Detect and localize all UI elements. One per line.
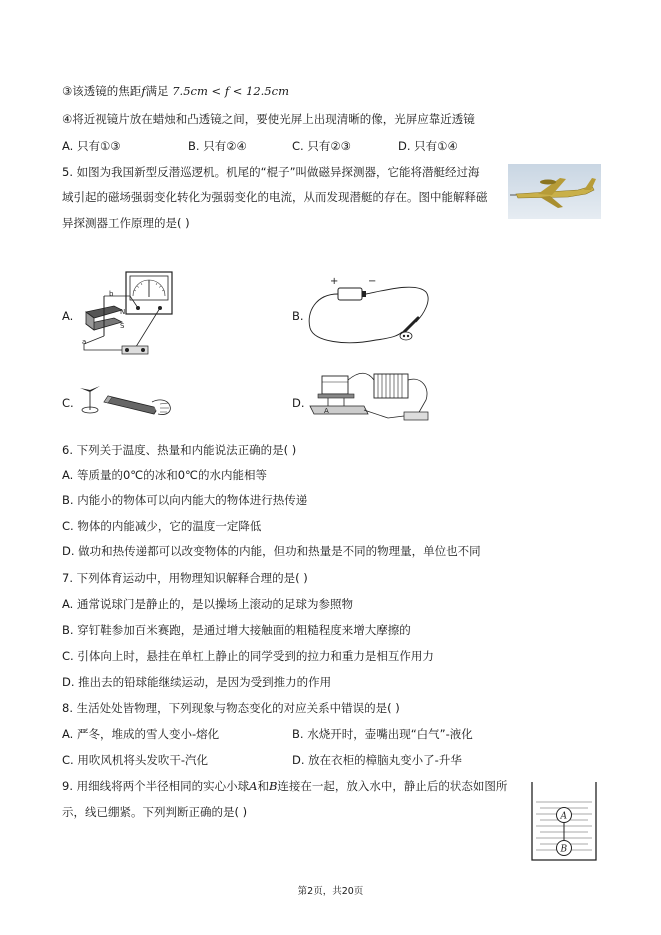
q9-ball-a-var: A — [249, 779, 258, 793]
statement-3-inequality: 7.5cm < f < 12.5cm — [172, 84, 289, 98]
q4-option-a: A. 只有①③ — [62, 139, 121, 153]
statement-3-mid: 满足 — [145, 84, 169, 98]
battery-plus-label: + — [330, 276, 339, 287]
q9-line-1 — [62, 778, 507, 794]
q9-line-1-prefix: 9. 用细线将两个半径相同的实心小球 — [62, 779, 250, 793]
battery-minus-label: − — [368, 276, 377, 287]
q4-option-c: C. 只有②③ — [292, 139, 351, 153]
ball-b-label: B — [560, 844, 568, 855]
ball-a-label: A — [560, 811, 567, 822]
q5-label-b: B. — [292, 309, 304, 323]
magnet-n-label: N — [120, 308, 126, 316]
q5-label-d: D. — [292, 396, 305, 410]
q5-label-a: A. — [62, 309, 74, 323]
q5-line-2: 域引起的磁场强弱变化转化为强弱变化的电流，从而发现潜艇的存在。图中能解释磁 — [62, 190, 488, 204]
q7-option-a: A. 通常说球门是静止的，是以操场上滚动的足球为参照物 — [62, 597, 353, 611]
statement-3-prefix: ③该透镜的焦距 — [62, 84, 142, 98]
q4-option-b: B. 只有②④ — [188, 139, 247, 153]
wire-b-label: b — [109, 290, 114, 298]
q9-and: 和 — [257, 779, 269, 793]
q9-line-2: 示，线已绷紧。下列判断正确的是( ) — [62, 805, 248, 819]
q7-option-c: C. 引体向上时，悬挂在单杠上静止的同学受到的拉力和重力是相互作用力 — [62, 649, 434, 663]
magnet-s-label: S — [120, 322, 125, 330]
q6-option-c: C. 物体的内能减少，它的温度一定降低 — [62, 519, 262, 533]
wire-a-label: a — [82, 338, 87, 346]
q6-option-b: B. 内能小的物体可以向内能大的物体进行热传递 — [62, 493, 308, 507]
q8-stem: 8. 生活处处皆物理，下列现象与物态变化的对应关系中错误的是( ) — [62, 701, 400, 715]
q4-option-d: D. 只有①④ — [398, 139, 458, 153]
q5-label-c: C. — [62, 396, 74, 410]
statement-4: ④将近视镜片放在蜡烛和凸透镜之间，要使光屏上出现清晰的像，光屏应靠近透镜 — [62, 112, 475, 126]
q6-option-d: D. 做功和热传递都可以改变物体的内能，但功和热量是不同的物理量，单位也不同 — [62, 544, 481, 558]
q8-option-a: A. 严冬，堆成的雪人变小-熔化 — [62, 727, 220, 741]
q7-stem: 7. 下列体育运动中，用物理知识解释合理的是( ) — [62, 571, 308, 585]
patrol-aircraft-photo — [508, 164, 601, 219]
q6-stem: 6. 下列关于温度、热量和内能说法正确的是( ) — [62, 443, 297, 457]
figure-b-battery-circuit — [306, 272, 436, 352]
q9-ball-b-var: B — [268, 779, 278, 793]
rail-a-label: A — [324, 407, 329, 415]
q8-option-c: C. 用吹风机将头发吹干-汽化 — [62, 753, 208, 767]
q9-line-1-suffix: 连接在一起，放入水中，静止后的状态如图所 — [277, 779, 508, 793]
page-footer: 第2页，共20页 — [297, 886, 364, 897]
q7-option-d: D. 推出去的铅球能继续运动，是因为受到推力的作用 — [62, 675, 332, 689]
beaker-two-balls-figure — [526, 778, 602, 864]
statement-3 — [62, 83, 289, 99]
figure-d-motor-circuit — [308, 366, 438, 428]
statement-3-f: f — [141, 84, 146, 98]
q5-line-1: 5. 如图为我国新型反潜巡逻机。机尾的“棍子”叫做磁异探测器，它能将潜艇经过海 — [62, 165, 480, 179]
q5-line-3: 异探测器工作原理的是( ) — [62, 216, 190, 230]
q7-option-b: B. 穿钉鞋参加百米赛跑，是通过增大接触面的粗糙程度来增大摩擦的 — [62, 623, 411, 637]
figure-c-compass-magnet — [76, 380, 176, 420]
q8-option-b: B. 水烧开时，壶嘴出现“白气”-液化 — [292, 727, 473, 741]
q8-option-d: D. 放在衣柜的樟脑丸变小了-升华 — [292, 753, 462, 767]
q6-option-a: A. 等质量的0℃的冰和0℃的水内能相等 — [62, 468, 267, 482]
figure-a-galvanometer-circuit — [74, 266, 184, 358]
